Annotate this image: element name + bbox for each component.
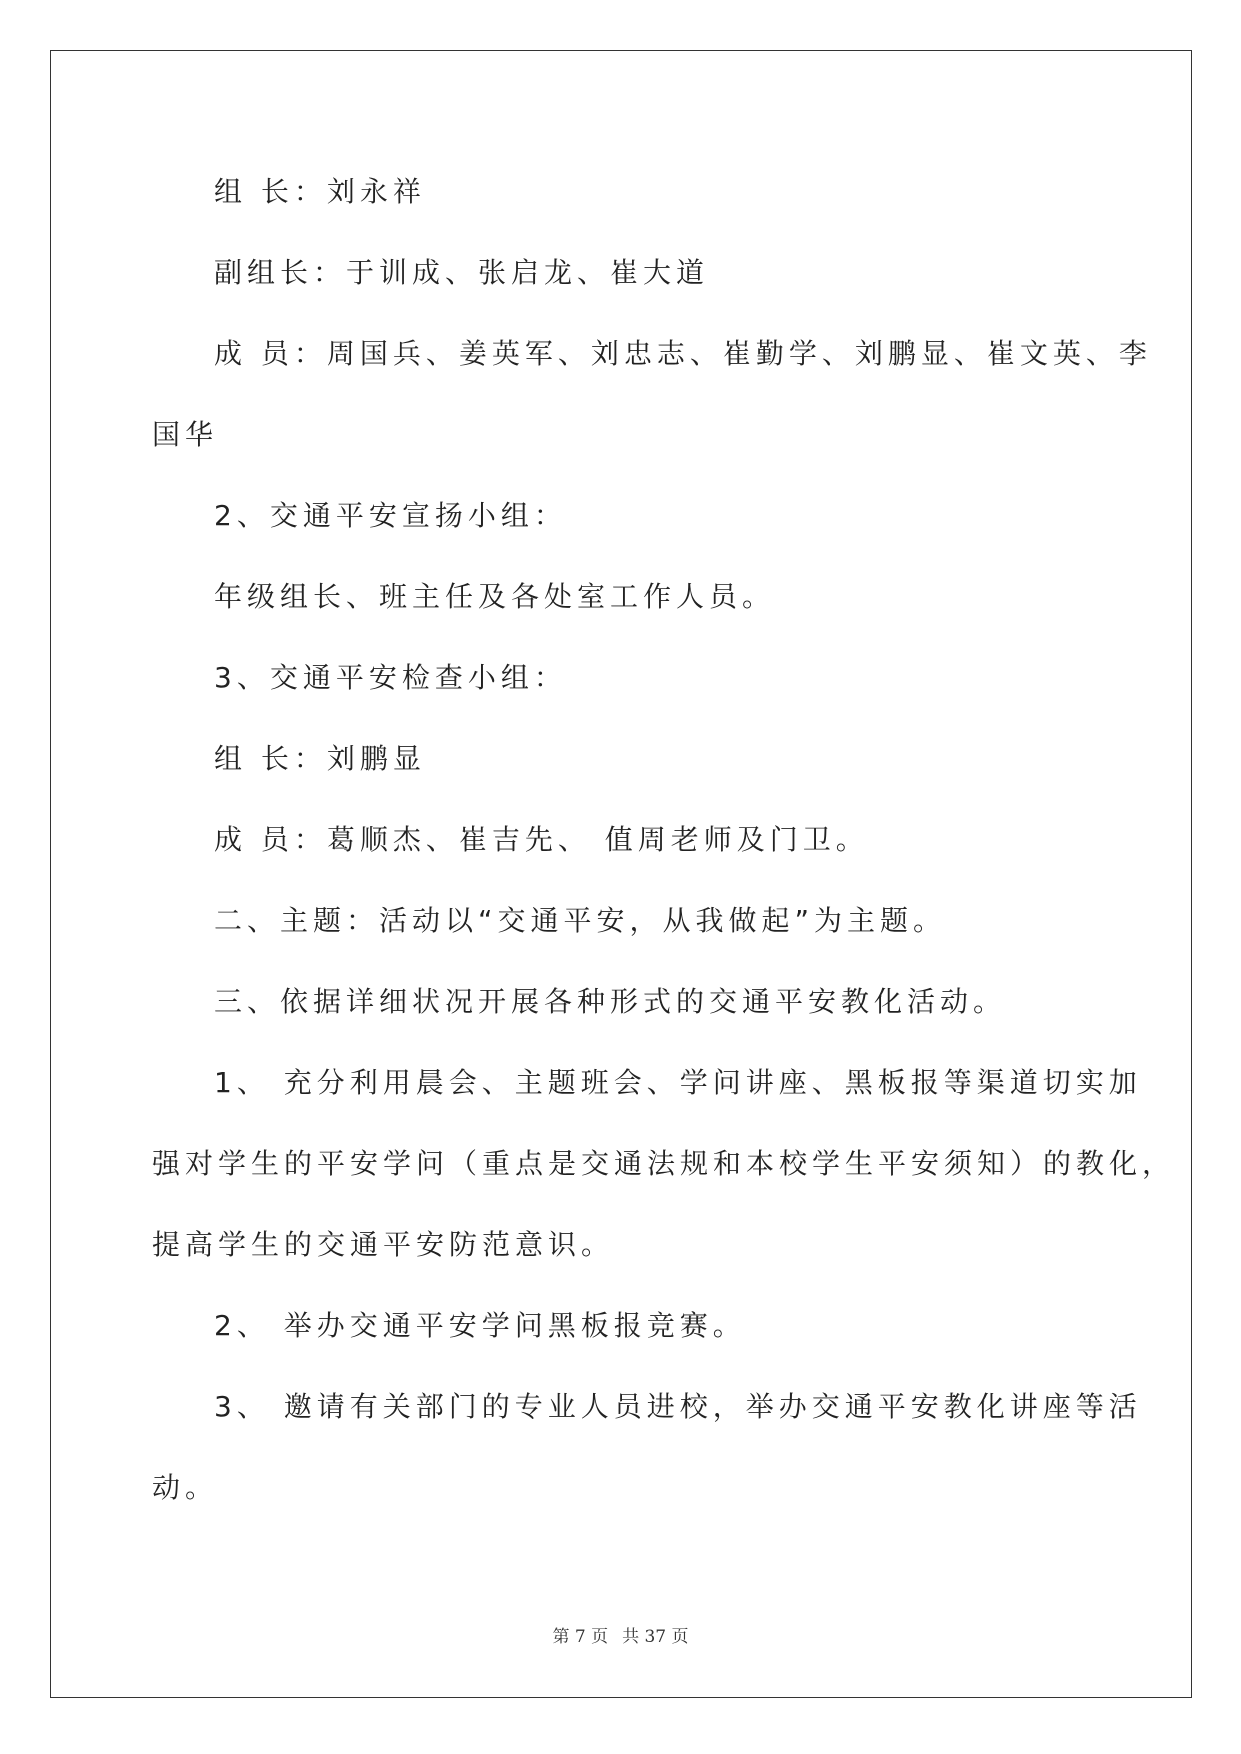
text-line-item-1: 1、 充分利用晨会、主题班会、学问讲座、黑板报等渠道切实加 xyxy=(214,1066,1142,1099)
page-number: 第 7 页 xyxy=(552,1627,609,1647)
text-line-item-3-end: 动。 xyxy=(152,1471,219,1504)
page-border xyxy=(50,50,1192,1698)
text-line-members-cont: 国华 xyxy=(152,418,219,451)
text-line-item-2: 2、 举办交通平安学问黑板报竞赛。 xyxy=(214,1309,746,1342)
text-line-group-leader: 组 长：刘永祥 xyxy=(214,175,426,208)
text-line-deputy-leaders: 副组长：于训成、张启龙、崔大道 xyxy=(214,256,710,289)
text-line-members: 成 员：周国兵、姜英军、刘忠志、崔勤学、刘鹏显、崔文英、李 xyxy=(214,337,1152,370)
page-footer xyxy=(0,1622,1241,1647)
text-line-section-2-members: 年级组长、班主任及各处室工作人员。 xyxy=(214,580,776,613)
text-line-part-3: 三、依据详细状况开展各种形式的交通平安教化活动。 xyxy=(214,985,1007,1018)
text-line-item-3: 3、 邀请有关部门的专业人员进校，举办交通平安教化讲座等活 xyxy=(214,1390,1142,1423)
text-line-item-1-end: 提高学生的交通平安防范意识。 xyxy=(152,1228,615,1261)
text-line-section-3: 3、交通平安检查小组： xyxy=(214,661,567,694)
text-line-check-leader: 组 长：刘鹏显 xyxy=(214,742,426,775)
text-line-theme: 二、主题：活动以“交通平安，从我做起”为主题。 xyxy=(214,904,947,937)
text-line-check-members: 成 员：葛顺杰、崔吉先、 值周老师及门卫。 xyxy=(214,823,869,856)
text-line-item-1-cont: 强对学生的平安学问（重点是交通法规和本校学生平安须知）的教化， xyxy=(152,1147,1176,1180)
text-line-section-2: 2、交通平安宣扬小组： xyxy=(214,499,567,532)
page-total: 共 37 页 xyxy=(622,1627,689,1647)
